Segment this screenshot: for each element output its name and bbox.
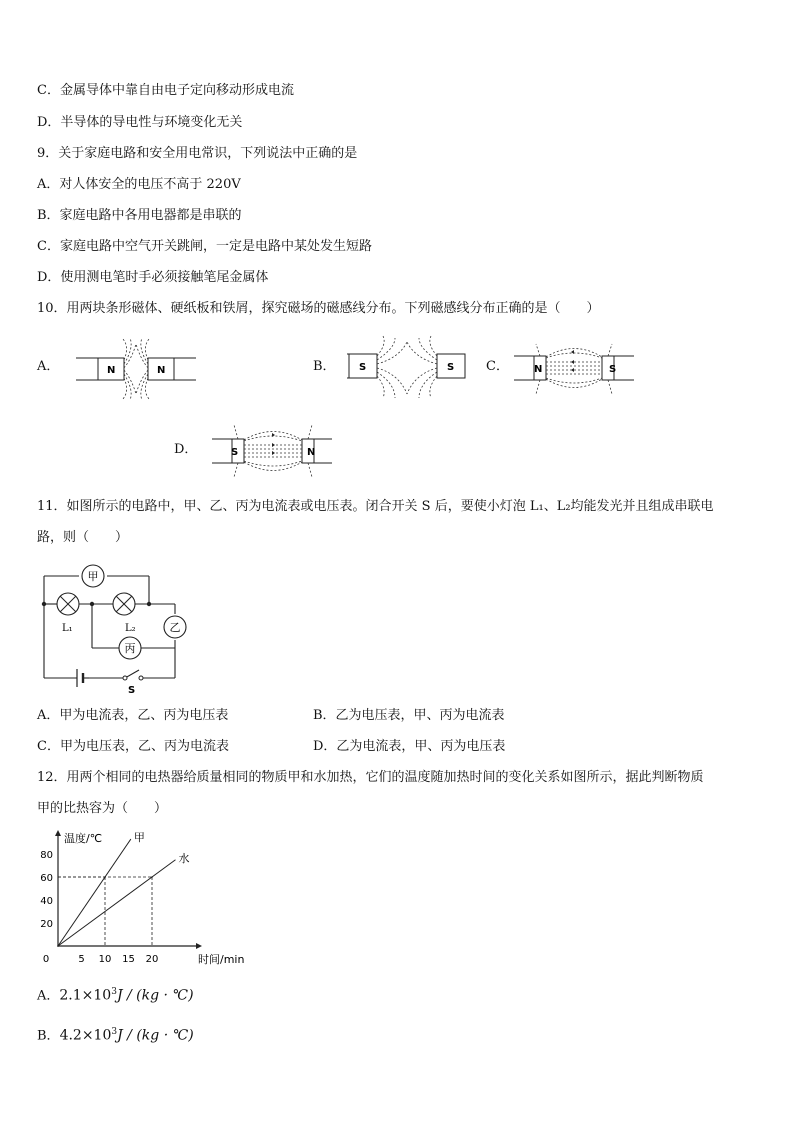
q11-stem-line1: 11．如图所示的电路中，甲、乙、丙为电流表或电压表。闭合开关 S 后，要使小灯泡 L₁、L₂均能发光并且组成串联电 — [37, 499, 714, 514]
q9-option-d: D．使用测电笔时手必须接触笔尾金属体 — [37, 270, 269, 285]
q11-option-b: B．乙为电压表，甲、丙为电流表 — [313, 708, 505, 723]
x-tick-label: 15 — [122, 954, 135, 965]
pole-label: S — [609, 364, 617, 375]
q8-option-c: C．金属导体中靠自由电子定向移动形成电流 — [37, 83, 294, 98]
y-tick-label: 40 — [40, 896, 53, 907]
q10-label-a: A． — [37, 359, 60, 374]
meter-yi-label: 乙 — [169, 621, 181, 634]
data-point — [57, 945, 59, 947]
q9-option-b: B．家庭电路中各用电器都是串联的 — [37, 208, 242, 223]
x-tick-label: 10 — [98, 954, 112, 965]
series-line — [58, 860, 176, 946]
q9-option-c: C．家庭电路中空气开关跳闸，一定是电路中某处发生短路 — [37, 239, 372, 254]
pole-label: N — [534, 364, 543, 375]
switch-label: S — [128, 685, 136, 696]
data-point — [104, 876, 106, 878]
series-line — [58, 839, 131, 946]
q12-option-b — [37, 1022, 194, 1046]
q10-label-d: D． — [174, 442, 198, 457]
pole-label: S — [359, 362, 367, 373]
magnet-figure-c — [510, 336, 638, 402]
q12-option-b-exp: 3 — [111, 1027, 118, 1037]
q12-option-a-unit: J / (kg · ℃) — [116, 987, 194, 1004]
pole-label: S — [231, 447, 239, 458]
x-axis-arrow — [196, 943, 202, 949]
y-tick-label: 60 — [40, 873, 53, 884]
y-tick-label: 80 — [40, 850, 53, 861]
x-axis-label: 时间/min — [198, 953, 245, 966]
magnet-figure-d — [208, 417, 336, 483]
q12-option-b-label: B． — [37, 1028, 60, 1044]
q10-label-b: B． — [313, 359, 336, 374]
pole-label: S — [447, 362, 455, 373]
q10-stem: 10．用两块条形磁体、硬纸板和铁屑，探究磁场的磁感线分布。下列磁感线分布正确的是（ ） — [37, 301, 600, 316]
y-tick-label: 20 — [40, 919, 53, 930]
magnet-figure-b — [343, 336, 471, 402]
q12-option-a-label: A． — [37, 988, 60, 1004]
q12-option-b-unit: J / (kg · ℃) — [117, 1027, 194, 1044]
q8-option-d: D．半导体的导电性与环境变化无关 — [37, 115, 243, 130]
pole-label: N — [157, 365, 166, 376]
q12-stem-line2: 甲的比热容为（ ） — [37, 801, 168, 816]
y-axis-arrow — [55, 830, 61, 836]
q11-option-a: A．甲为电流表，乙、丙为电压表 — [37, 708, 229, 723]
q10-label-c: C． — [486, 359, 509, 374]
meter-jia-label: 甲 — [87, 570, 99, 583]
lamp2-label: L₂ — [125, 623, 136, 634]
pole-label: N — [107, 365, 116, 376]
q11-option-c: C．甲为电压表，乙、丙为电流表 — [37, 739, 229, 754]
series-label: 甲 — [133, 831, 145, 845]
magnet-figure-a — [72, 336, 200, 402]
q12-option-b-value: 4.2×10 — [59, 1027, 112, 1044]
q12-option-a-exp: 3 — [111, 987, 117, 997]
lamp1-label: L₁ — [62, 623, 73, 634]
x-tick-label: 0 — [42, 954, 50, 965]
q11-option-d: D．乙为电流表，甲、丙为电压表 — [313, 739, 506, 754]
q11-stem-line2: 路，则（ ） — [37, 530, 129, 545]
series-label: 水 — [178, 851, 190, 865]
q12-option-a — [37, 982, 194, 1006]
y-axis-label: 温度/℃ — [64, 832, 103, 845]
x-tick-label: 5 — [78, 954, 85, 965]
pole-label: N — [307, 447, 316, 458]
circuit-diagram — [37, 560, 197, 695]
x-tick-label: 20 — [145, 954, 159, 965]
q12-option-a-value: 2.1×10 — [59, 987, 112, 1004]
q9-option-a: A．对人体安全的电压不高于 220V — [37, 177, 241, 192]
temperature-time-chart — [30, 828, 245, 973]
q12-stem-line1: 12．用两个相同的电热器给质量相同的物质甲和水加热，它们的温度随加热时间的变化关系如图所示，据此判断物质 — [37, 770, 704, 785]
data-point — [151, 876, 153, 878]
meter-bing-label: 丙 — [124, 642, 136, 655]
q9-stem: 9．关于家庭电路和安全用电常识，下列说法中正确的是 — [37, 146, 358, 161]
